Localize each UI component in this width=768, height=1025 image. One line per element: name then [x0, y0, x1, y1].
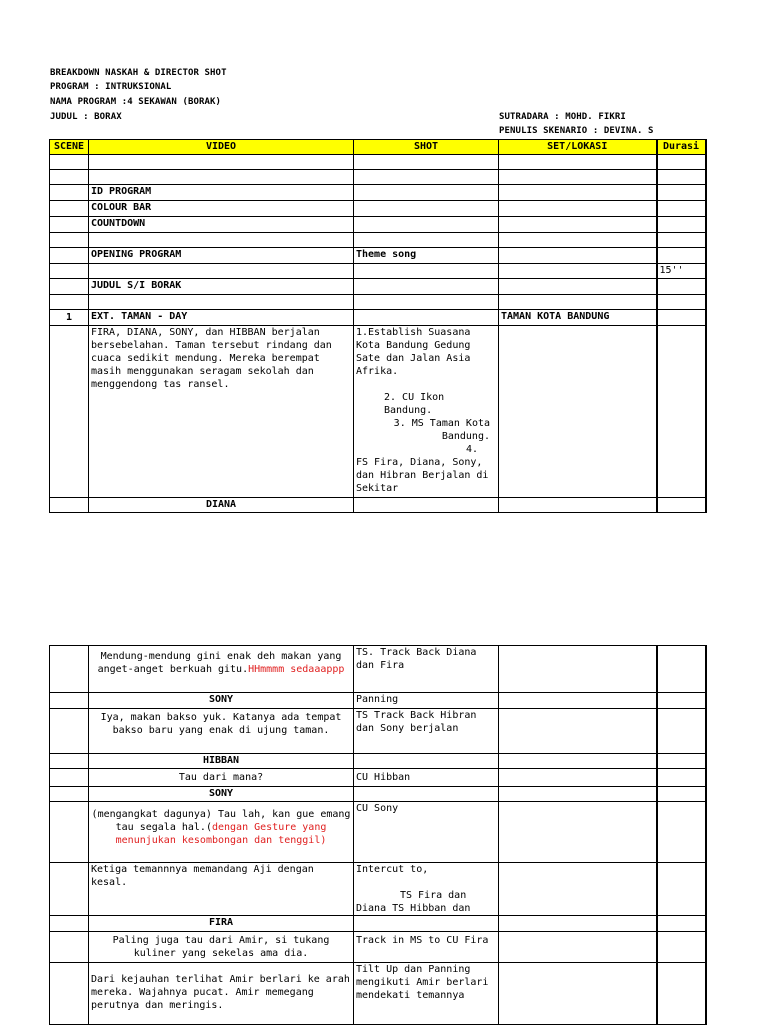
shot-2: 2. CU Ikon Bandung.: [384, 392, 445, 416]
action-kesal: Ketiga temannnya memandang Aji dengan kesal.: [89, 863, 354, 916]
scene-action-row: [50, 326, 706, 498]
header-line-program: PROGRAM : INTRUKSIONAL: [50, 82, 172, 92]
dialogue-row: [50, 709, 706, 754]
dialogue-sony-2: (mengangkat dagunya) Tau lah, kan gue emang tau segala hal.(dengan Gesture yang menunjukan kesombongan dan tenggil): [89, 802, 354, 863]
character-hibban: HIBBAN: [89, 754, 354, 769]
character-row: [50, 754, 706, 769]
character-row: [50, 916, 706, 932]
theme-song-cell: Theme song: [354, 248, 499, 264]
shot-1: 1.Establish Suasana Kota Bandung Gedung Sate dan Jalan Asia Afrika.: [356, 327, 471, 377]
col-scene-header: SCENE: [50, 140, 89, 155]
scene-location: TAMAN KOTA BANDUNG: [499, 310, 657, 326]
shot-hibran-sony: TS Track Back Hibran dan Sony berjalan: [354, 709, 499, 754]
shot-4: 4.: [465, 444, 478, 455]
scene-action: FIRA, DIANA, SONY, dan HIBBAN berjalan bersebelahan. Taman tersebut rindang dan cuaca sedikit mendung. Mereka berempat masih menggunakan seragam sekolah dan menggendong tas ransel.: [89, 326, 354, 498]
scene-shots: [354, 326, 499, 498]
table-header-row: [50, 140, 706, 155]
character-fira: FIRA: [89, 916, 354, 932]
table-row: [50, 185, 706, 201]
header-line-judul: JUDUL : BORAX: [50, 112, 122, 122]
breakdown-table-1: [49, 139, 707, 513]
shot-diana: TS. Track Back Diana dan Fira: [354, 646, 499, 693]
judul-cell: JUDUL S/I BORAK: [89, 279, 354, 295]
table-row: [50, 279, 706, 295]
character-sony: SONY: [89, 693, 354, 709]
dialogue-hibban: Tau dari mana?: [89, 769, 354, 787]
dialogue-row: [50, 802, 706, 863]
duration-cell: 15'': [657, 264, 706, 279]
dialogue-diana: Mendung-mendung gini enak deh makan yang anget-anget berkuah gitu.HHmmmm sedaaappp: [89, 646, 354, 693]
header-line-title: BREAKDOWN NASKAH & DIRECTOR SHOT: [50, 68, 227, 78]
col-shot-header: SHOT: [354, 140, 499, 155]
action-row: [50, 863, 706, 916]
character-row: [50, 787, 706, 802]
shot-tilt-up: Tilt Up dan Panning mengikuti Amir berlari mendekati temannya: [354, 963, 499, 1025]
table-row: [50, 295, 706, 310]
breakdown-table-2: [49, 645, 707, 1025]
opening-program-cell: OPENING PROGRAM: [89, 248, 354, 264]
dialogue-sony: Iya, makan bakso yuk. Katanya ada tempat bakso baru yang enak di ujung taman.: [89, 709, 354, 754]
table-row: [50, 233, 706, 248]
table-row: [50, 201, 706, 217]
shot-4-desc: FS Fira, Diana, Sony, dan Hibran Berjalan di Sekitar: [356, 457, 489, 494]
col-video-header: VIDEO: [89, 140, 354, 155]
dialogue-row: [50, 769, 706, 787]
table-row: [50, 155, 706, 170]
col-set-header: SET/LOKASI: [499, 140, 657, 155]
table-row: [50, 264, 706, 279]
action-row: [50, 963, 706, 1025]
character-row: [50, 498, 706, 513]
dialogue-fira: Paling juga tau dari Amir, si tukang kuliner yang sekelas ama dia.: [89, 932, 354, 963]
table-row: [50, 217, 706, 233]
header-line-program-name: NAMA PROGRAM :4 SEKAWAN (BORAK): [50, 97, 222, 107]
table-row: [50, 248, 706, 264]
colour-bar-cell: COLOUR BAR: [89, 201, 354, 217]
header-director: SUTRADARA : MOHD. FIKRI: [499, 112, 626, 122]
scene-heading-row: [50, 310, 706, 326]
character-diana: DIANA: [89, 498, 354, 513]
character-row: [50, 693, 706, 709]
scene-number: 1: [50, 310, 89, 326]
dialogue-row: [50, 646, 706, 693]
table-row: [50, 170, 706, 185]
shot-cu-sony: CU Sony: [354, 802, 499, 863]
shot-cu-hibban: CU Hibban: [354, 769, 499, 787]
header-writer: PENULIS SKENARIO : DEVINA. S: [499, 126, 654, 136]
shot-panning: Panning: [354, 693, 499, 709]
scene-heading: EXT. TAMAN - DAY: [89, 310, 354, 326]
action-amir: Dari kejauhan terlihat Amir berlari ke arah mereka. Wajahnya pucat. Amir memegang perutnya dan meringis.: [89, 963, 354, 1025]
col-durasi-header: Durasi: [657, 140, 706, 155]
character-sony-2: SONY: [89, 787, 354, 802]
shot-track-fira: Track in MS to CU Fira: [354, 932, 499, 963]
id-program-cell: ID PROGRAM: [89, 185, 354, 201]
dialogue-row: [50, 932, 706, 963]
shot-3: 3. MS Taman Kota Bandung.: [393, 418, 490, 442]
countdown-cell: COUNTDOWN: [89, 217, 354, 233]
shot-intercut: Intercut to, TS Fira dan Diana TS Hibban dan: [354, 863, 499, 916]
